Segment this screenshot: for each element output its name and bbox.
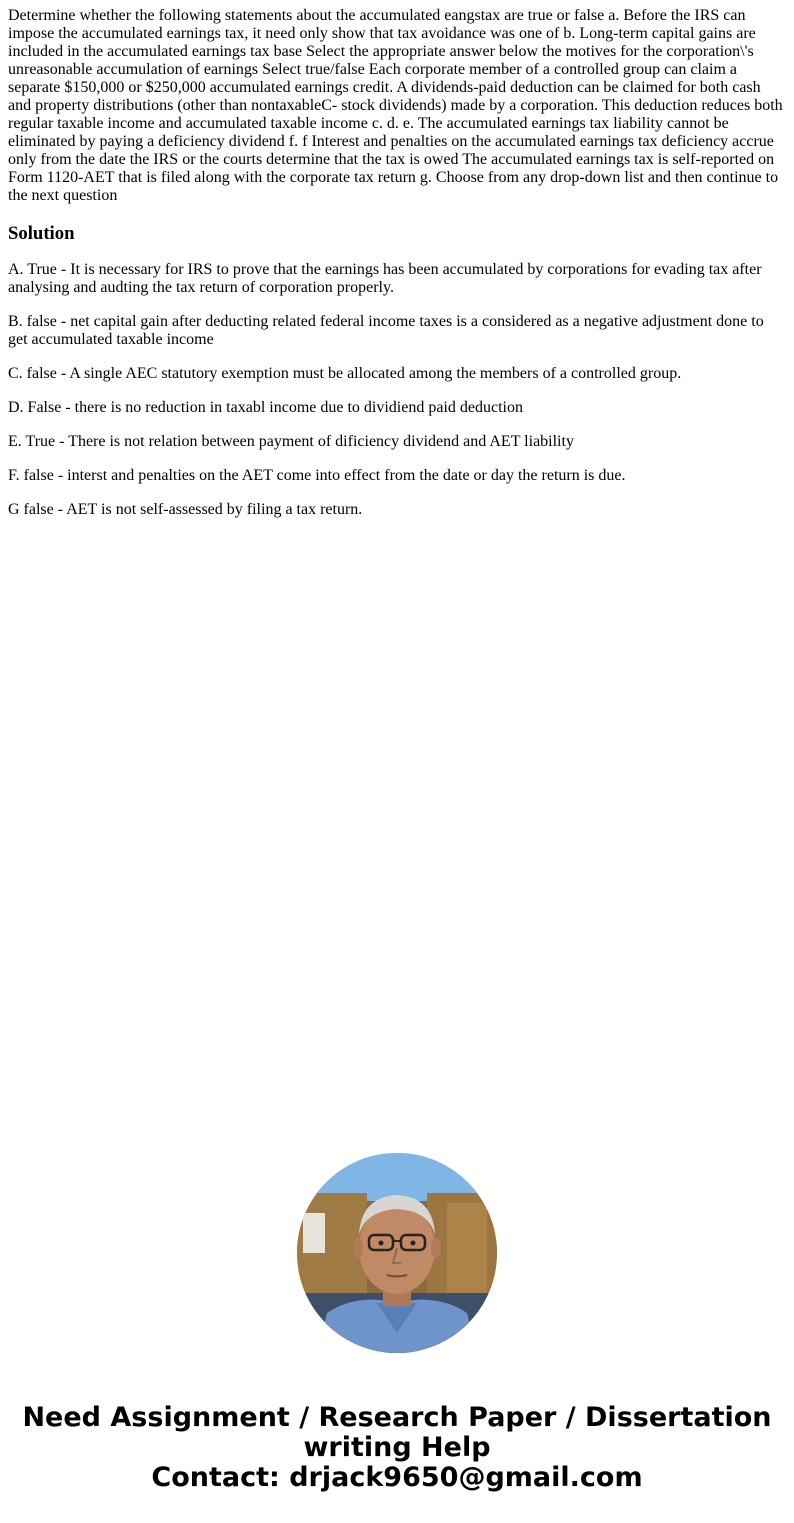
answer-d: D. False - there is no reduction in taxabl income due to dividiend paid deduction bbox=[8, 399, 523, 416]
banner-contact-line: Contact: drjack9650@gmail.com bbox=[151, 1462, 643, 1493]
document-body bbox=[8, 7, 786, 535]
answer-g: G false - AET is not self-assessed by filing a tax return. bbox=[8, 501, 363, 518]
author-portrait-image bbox=[297, 1153, 497, 1353]
banner-line-1: Need Assignment / Research Paper / Dissertation bbox=[22, 1402, 772, 1433]
contact-banner bbox=[0, 1403, 794, 1493]
answer-a: A. True - It is necessary for IRS to prove that the earnings has been accumulated by corporations for evading tax after analysing and audting the tax return of corporation properly. bbox=[8, 261, 762, 296]
answer-list bbox=[8, 261, 786, 519]
answer-e: E. True - There is not relation between payment of dificiency dividend and AET liability bbox=[8, 433, 574, 450]
banner-line-2: writing Help bbox=[303, 1432, 491, 1463]
question-text: Determine whether the following statements about the accumulated eangstax are true or false a. Before the IRS can impose the accumulated earnings tax, it need only show that tax avoidance was one of b. Long-term capital gains are included in the accumulated earnings tax base Select the appropriate answer below the motives for the corporation\'s unreasonable accumulation of earnings Select true/false Each corporate member of a controlled group can claim a separate $150,000 or $250,000 accumulated earnings credit. A dividends-paid deduction can be claimed for both cash and property distributions (other than nontaxableC- stock dividends) made by a corporation. This deduction reduces both regular taxable income and accumulated taxable income c. d. e. The accumulated earnings tax liability cannot be eliminated by paying a deficiency dividend f. f Interest and penalties on the accumulated earnings tax deficiency accrue only from the date the IRS or the courts determine that the tax is owed The accumulated earnings tax is self-reported on Form 1120-AET that is filed along with the corporate tax return g. Choose from any drop-down list and then continue to the next question bbox=[8, 7, 783, 204]
solution-heading: Solution bbox=[8, 223, 75, 244]
answer-b: B. false - net capital gain after deducting related federal income taxes is a considered as a negative adjustment done to get accumulated taxable income bbox=[8, 313, 764, 348]
answer-f: F. false - interst and penalties on the AET come into effect from the date or day the return is due. bbox=[8, 467, 626, 484]
answer-c: C. false - A single AEC statutory exemption must be allocated among the members of a controlled group. bbox=[8, 365, 682, 382]
author-avatar bbox=[297, 1153, 497, 1353]
